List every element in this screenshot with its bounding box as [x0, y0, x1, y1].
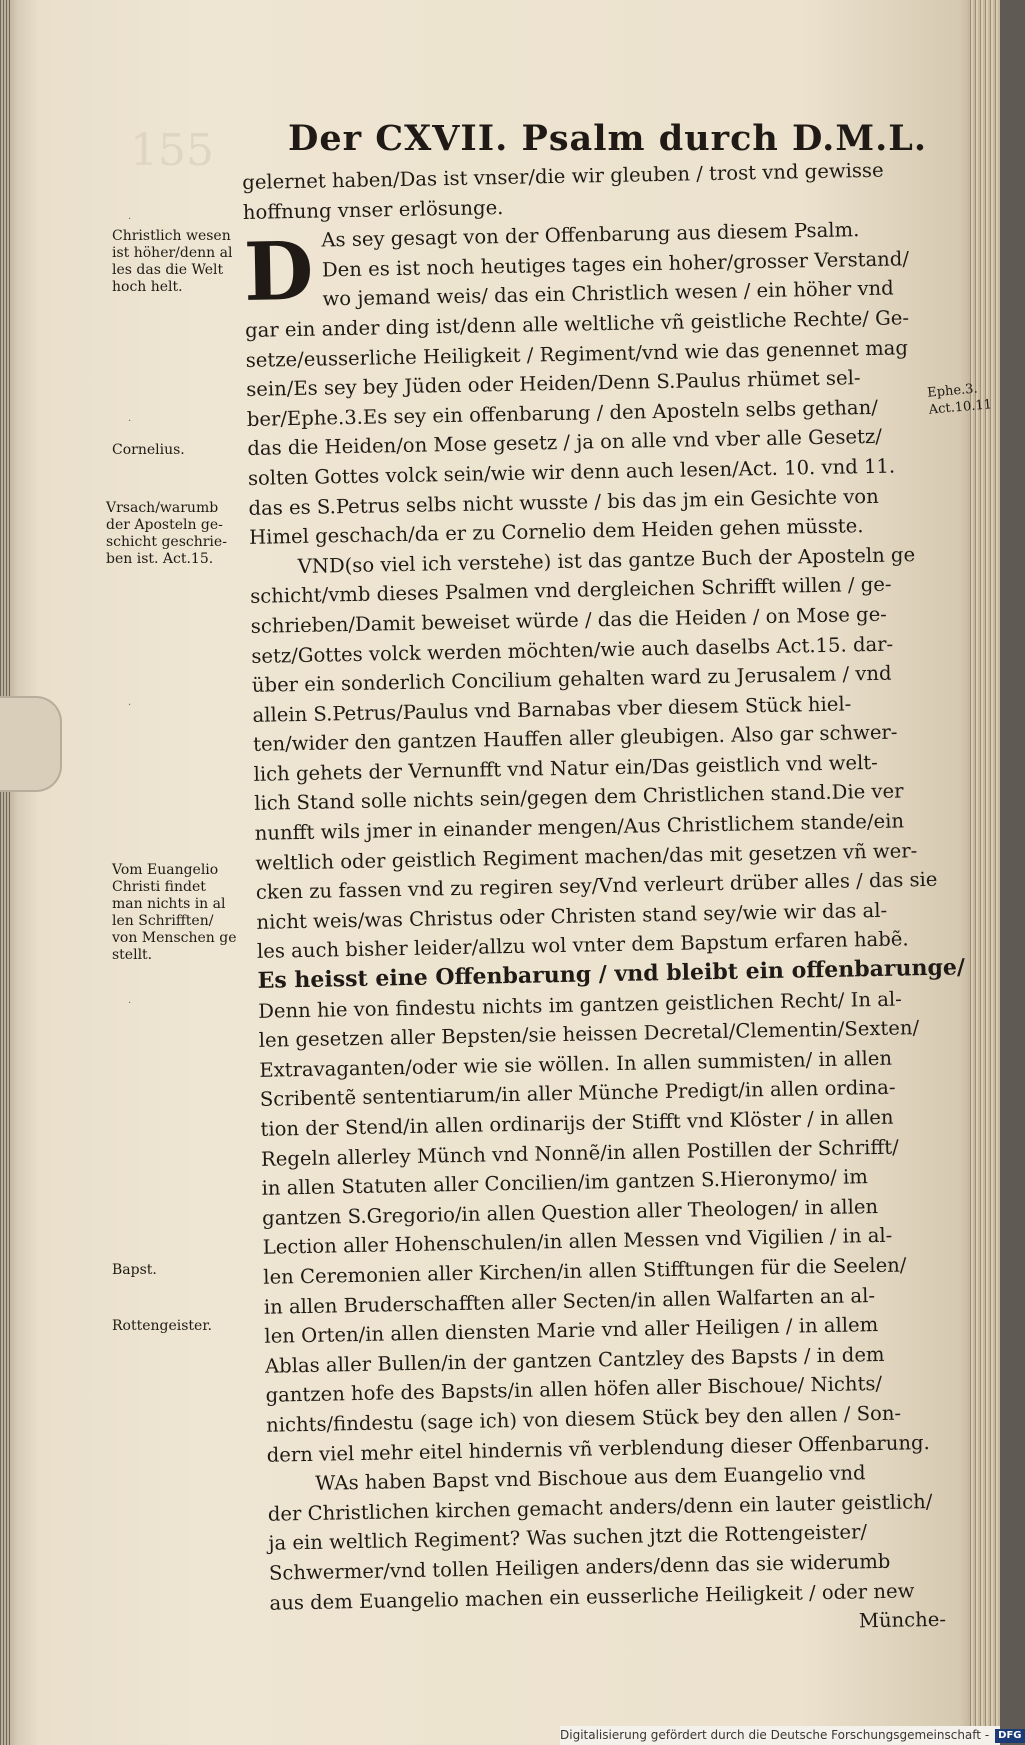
text-line: gar ein ander ding ist/denn alle weltliche vñ geistliche Rechte/ Ge- [244, 306, 910, 342]
bleed-through-folio: 155 [130, 125, 214, 176]
text-line: len Orten/in allen diensten Marie vnd aller Heiligen / in allem [264, 1313, 879, 1348]
text-line: Himel geschach/da er zu Cornelio dem Heiden gehen müsste. [248, 514, 864, 550]
text-line: das es S.Petrus selbs nicht wusste / bis das jm ein Gesichte von [248, 484, 879, 520]
text-line: Extravaganten/oder wie sie wöllen. In allen summisten/ in allen [259, 1046, 893, 1082]
text-line: Schwermer/vnd tollen Heiligen anders/denn das sie widerumb [268, 1549, 891, 1585]
text-line: cken zu fassen vnd zu regiren sey/Vnd verleurt drüber alles / das sie [255, 868, 938, 905]
text-line: ten/wider den gantzen Hauffen aller gleubigen. Also gar schwer- [252, 720, 898, 757]
margin-note-cornelius: Cornelius. [112, 442, 185, 458]
margin-marker: · [128, 998, 132, 1009]
text-line: sein/Es sey bey Jüden oder Heiden/Denn S.Paulus rhümet sel- [246, 366, 861, 402]
text-line: gelernet haben/Das ist vnser/die wir gleuben / trost vnd gewisse [242, 158, 884, 194]
text-line: der Christlichen kirchen gemacht anders/denn ein lauter geistlich/ [267, 1489, 933, 1526]
page-edges-left [0, 0, 10, 1745]
text-line: setze/eusserliche Heiligkeit / Regiment/vnd wie das genennet mag [245, 335, 909, 372]
text-line: aus dem Euangelio machen ein eusserliche Heiligkeit / oder new [269, 1578, 915, 1615]
text-line: As sey gesagt von der Offenbarung aus diesem Psalm. [321, 218, 860, 252]
text-line: solten Gottes volck sein/wie wir denn auch lesen/Act. 10. vnd 11. [247, 454, 896, 490]
text-line: hoffnung vnser erlösunge. [242, 195, 504, 224]
text-line: Scribentẽ sententiarum/in aller Münche Predigt/in allen ordina- [259, 1076, 896, 1112]
text-line: Den es ist noch heutiges tages ein hoher/grosser Verstand/ [321, 246, 910, 282]
text-line: Ablas aller Bullen/in der gantzen Cantzley des Bapsts / in dem [264, 1342, 885, 1378]
clasp-tab [0, 696, 62, 792]
margin-note-vom-euangelio: Vom Euangelio Christi findet man nichts in al len Schrifften/ von Menschen ge stellt. [112, 862, 237, 963]
margin-note-christlich-wesen: Christlich wesen ist höher/denn al les das die Welt hoch helt. [112, 228, 233, 295]
margin-marker: · [128, 700, 132, 711]
margin-note-ephe: Ephe.3. Act.10.11 [926, 381, 993, 418]
text-line: ber/Ephe.3.Es sey ein offenbarung / den Aposteln selbs gethan/ [246, 395, 879, 431]
text-line: schrieben/Damit beweiset würde / das die Heiden / on Mose ge- [250, 602, 888, 638]
text-line: wo jemand weis/ das ein Christlich wesen / ein höher vnd [322, 276, 894, 311]
running-header: Der CXVII. Psalm durch D.M.L. [288, 118, 928, 159]
text-line: VND(so viel ich verstehe) ist das gantze Buch der Aposteln ge [297, 542, 916, 578]
drop-initial: D [243, 223, 315, 319]
footer-text: Digitalisierung gefördert durch die Deutsche Forschungsgemeinschaft - [560, 1728, 990, 1742]
text-line: ja ein weltlich Regiment? Was suchen jtzt die Rottengeister/ [268, 1520, 868, 1556]
text-line: Regeln allerley Münch vnd Nonnẽ/in allen Postillen der Schrifft/ [260, 1135, 899, 1171]
margin-note-vrsach: Vrsach/warumb der Aposteln ge- schicht geschrie- ben ist. Act.15. [106, 500, 227, 567]
text-line: tion der Stend/in allen ordinarijs der Stifft vnd Klöster / in allen [260, 1105, 894, 1141]
text-line: Lection aller Hohenschulen/in allen Messen vnd Vigilien / in al- [262, 1224, 893, 1260]
text-line: in allen Bruderschafften aller Secten/in allen Walfarten an al- [263, 1283, 876, 1319]
text-line: nichts/findestu (sage ich) von diesem Stück bey den allen / Son- [265, 1401, 902, 1437]
text-line: len gesetzen aller Bepsten/sie heissen Decretal/Clementin/Sexten/ [258, 1016, 920, 1053]
text-line: in allen Statuten aller Concilien/im gantzen S.Hieronymo/ im [261, 1165, 869, 1200]
text-line: nicht weis/was Christus oder Christen stand sey/wie wir das al- [256, 898, 888, 934]
text-line: über ein sonderlich Concilium gehalten ward zu Jerusalem / vnd [251, 661, 892, 697]
margin-marker: · [128, 416, 132, 427]
text-line: len Ceremonien aller Kirchen/in allen Stifftungen für die Seelen/ [263, 1253, 907, 1289]
text-line: WAs haben Bapst vnd Bischoue aus dem Euangelio vnd [315, 1461, 866, 1495]
text-line: schicht/vmb dieses Psalmen vnd dergleichen Schrifft willen / ge- [250, 572, 892, 609]
text-line: gantzen hofe des Bapsts/in allen höfen aller Bischoue/ Nichts/ [265, 1372, 883, 1408]
text-line: Es heisst eine Offenbarung / vnd bleibt ein offenbarunge/ [257, 954, 966, 994]
dfg-logo: DFG [995, 1729, 1024, 1743]
margin-marker: · [128, 214, 132, 225]
text-line: gantzen S.Gregorio/in allen Question aller Theologen/ in allen [261, 1194, 879, 1230]
text-line: dern viel mehr eitel hindernis vñ verblendung dieser Offenbarung. [266, 1430, 930, 1467]
text-line: allein S.Petrus/Paulus vnd Barnabas vber diesem Stück hiel- [252, 692, 852, 727]
digitization-footer [560, 1726, 1022, 1745]
text-line: lich Stand solle nichts sein/gegen dem Christlichen stand.Die ver [253, 779, 904, 816]
text-line: lich gehets der Vernunfft vnd Natur ein/Das geistlich vnd welt- [253, 750, 878, 786]
text-line: weltlich oder geistlich Regiment machen/das mit gesetzen vñ wer- [255, 838, 918, 875]
text-line: setz/Gottes volck werden möchten/wie auch daselbs Act.15. dar- [251, 632, 894, 668]
margin-note-bapst: Bapst. [112, 1262, 157, 1278]
text-line: das die Heiden/on Mose gesetz / ja on alle vnd vber alle Gesetz/ [247, 425, 883, 461]
text-line: nunfft wils jmer in einander mengen/Aus Christlichem stande/ein [254, 809, 905, 845]
text-line: Denn hie von findestu nichts im gantzen geistlichen Recht/ In al- [257, 987, 902, 1023]
margin-note-rottengeister: Rottengeister. [112, 1318, 212, 1334]
page-edges-right [968, 0, 1000, 1745]
text-line: les auch bisher leider/allzu wol vnter dem Bapstum erfaren habẽ. [256, 927, 909, 964]
text-line: Münche- [858, 1607, 947, 1633]
